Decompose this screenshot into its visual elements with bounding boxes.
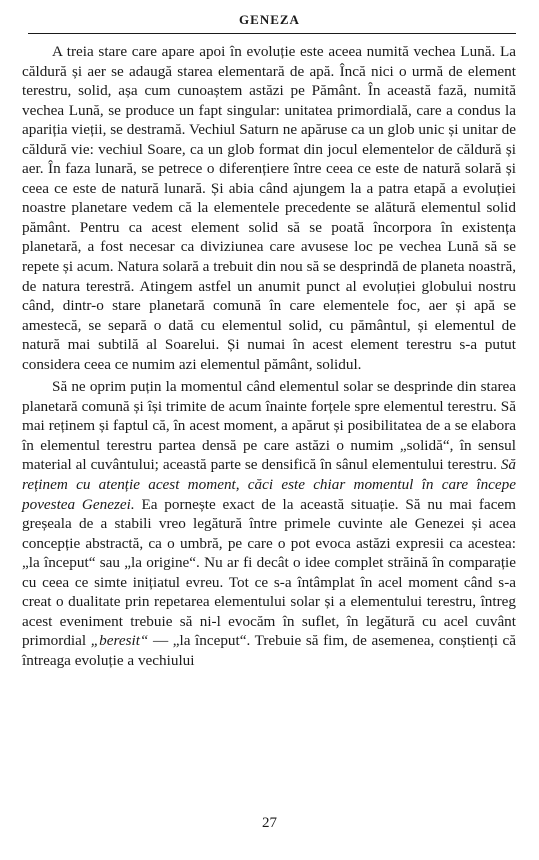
header-rule [28,33,516,34]
paragraph-2-middle: Ea pornește exact de la această situație. Să nu mai facem greșeala de a stabili vreo legătură între primele cuvinte ale Genezei și acea concepție abstractă, ca o umbră, pe care o pot evoca astăzi expresii ca acestea: „la început“ sau „la origine“. Nu ar fi decât o idee complet străină în comparație cu ceea ce simte inițiatul evreu. Tot ce s-a întâmplat în acel moment când s-a creat o dualitate prin repetarea elementului solar și a elementului terestru, întreg acest eveniment trebuie să ni-l evocăm în suflet, în legătură cu acel cuvânt primordial [22,495,516,650]
paragraph-2-emphasis: Să reținem cu atenție acest moment, căci este chiar momentul în care începe povestea Genezei. [22,456,516,513]
paragraph-2-term: „beresit“ [90,632,149,650]
paragraph-2 [22,377,516,670]
running-head: GENEZA [239,12,300,27]
paragraph-2-after: — „la început“. Trebuie să fim, de asemenea, conștienți că întreaga evoluție a vechiului [22,632,516,669]
body-text [22,42,516,671]
paragraph-1: A treia stare care apare apoi în evoluție este aceea numită vechea Lună. La căldură și aer se adaugă starea elementară de apă. Încă nici o urmă de element terestru, solid, așa cum cunoaștem astăzi pe Pământ. În această fază, numită vechea Lună, se produce un fapt singular: unitatea primordială, care a condus la apariția vieții, se destramă. Vechiul Saturn ne apăruse ca un glob unic și unitar de căldură vie: vechiul Soare, ca un glob format din jocul elementelor de căldură și aer. În faza lunară, se petrece o diferențiere între ceea ce este de natură solară și ceea ce este de natură lunară. Și abia când ajungem la a patra etapă a evoluției noastre planetare vedem că la elementele precedente se alătură elementul solid pământ. Pentru ca acest element solid să se poată încorpora în existența planetară, a fost necesar ca diviziunea care avusese loc pe vechea Lună să se repete și acum. Natura solară a trebuit din nou să se desprindă de planeta noastră, de natura terestră. Atingem astfel un anumit punct al evoluției globului nostru când, dintr-o stare planetară comună în care elementele foc, aer și apă se amestecă, se separă o dată cu elementul solid, cu pământul, și elementul de natură mai subtilă al Soarelui. Și numai în acest element terestru s-a putut considera ceea ce numim azi elementul pământ, solidul. [22,43,516,373]
page-number: 27 [262,815,277,831]
paragraph-2-before: Să ne oprim puțin la momentul când elementul solar se desprinde din starea planetară comună și își trimite de acum înainte forțele spre elementul terestru. Să mai reținem și faptul că, în acest moment, a apărut și posibilitatea de a se elabora în elementul terestru partea densă pe care astăzi o numim „solidă“, în sensul material al cuvântului; această parte se densifică în sânul elementului terestru. [22,378,516,474]
